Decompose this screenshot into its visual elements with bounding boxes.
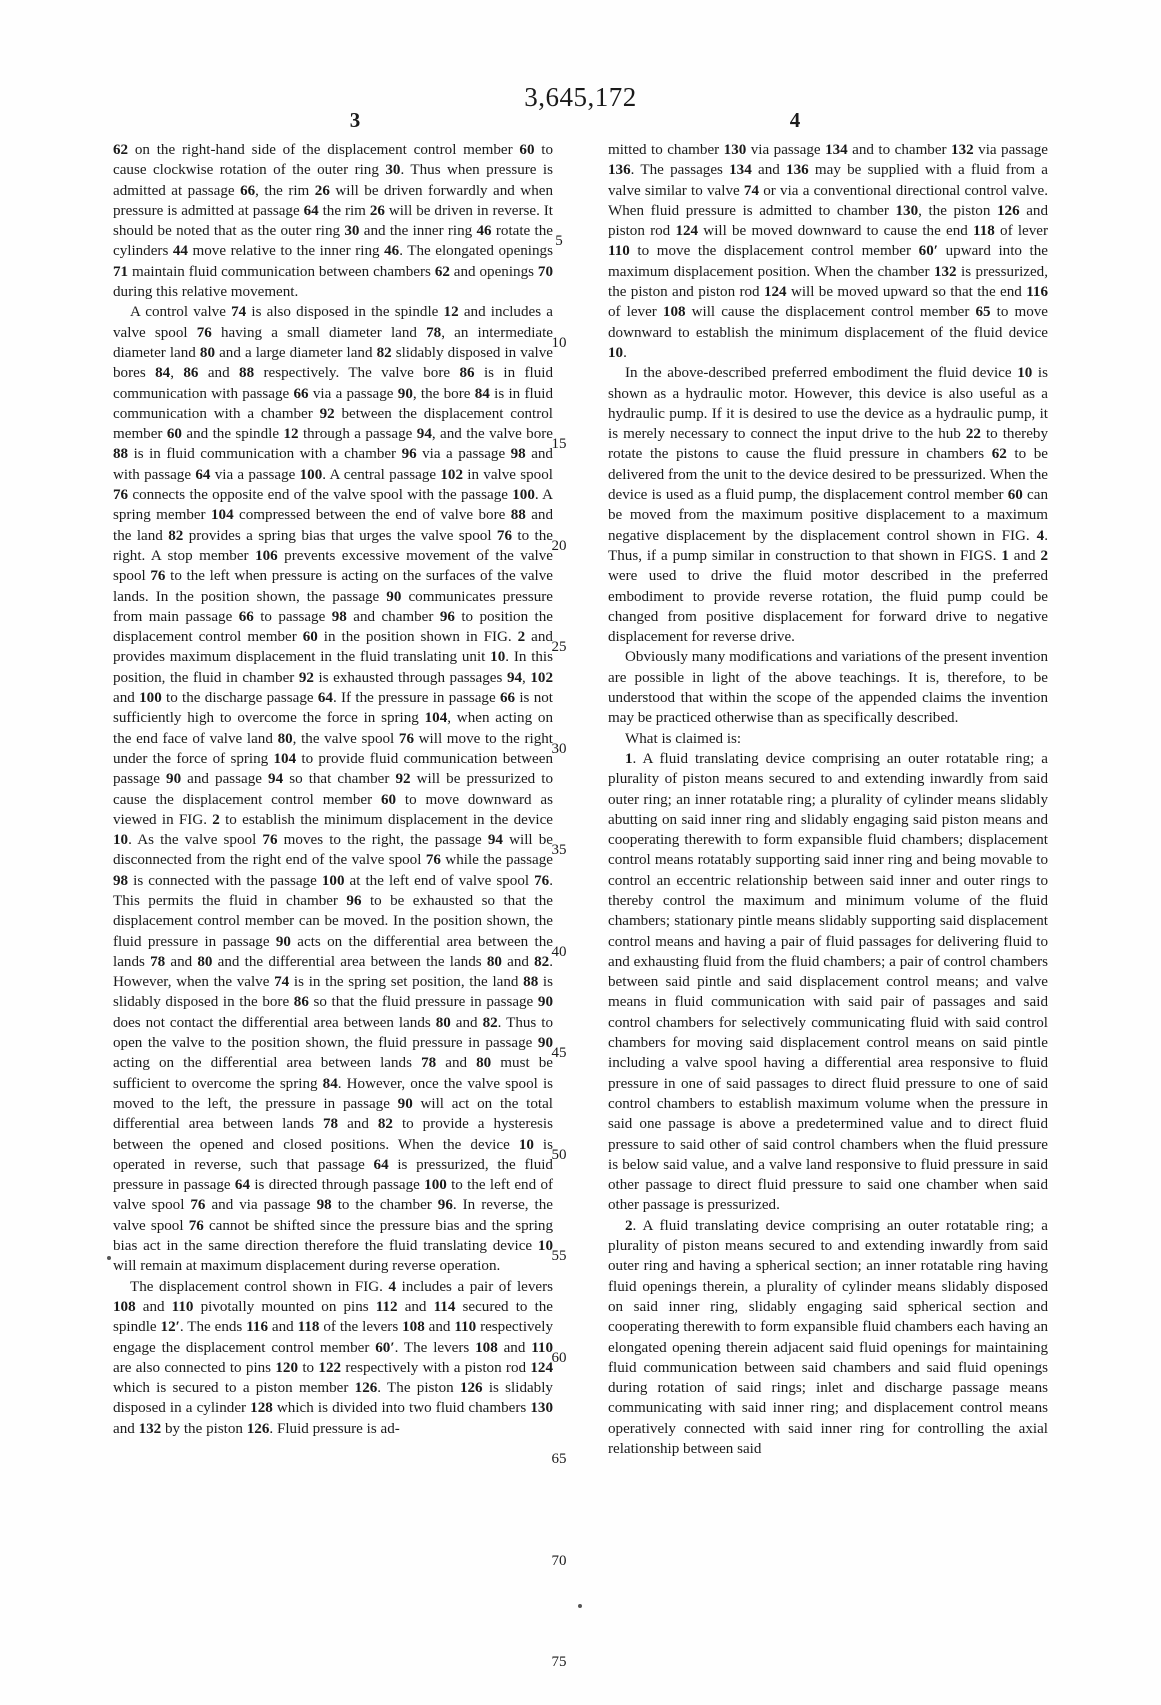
- line-number: 40: [551, 943, 567, 960]
- text-column-left: [113, 140, 553, 1439]
- scan-artifact-dot: [107, 1256, 111, 1260]
- text-column-right: [608, 140, 1048, 1459]
- line-number: 65: [551, 1451, 567, 1468]
- line-number: 55: [551, 1248, 567, 1265]
- patent-number: 3,645,172: [524, 82, 637, 112]
- line-number: 75: [551, 1654, 567, 1671]
- line-number: 10: [551, 334, 567, 351]
- right-column-paragraph: 2. A fluid translating device comprising an outer rotatable ring; a plurality of piston means secured to and extending inwardly from said outer ring and having a spherical section; an inner rotatable ring having fluid openings therein, a plurality of cylinder means slidably disposed on said inner ring, slidably engaging said spherical section and cooperating therewith to form expansible fluid chambers each having an elongated opening therein adjacent said fluid openings for maintaining fluid communication between said chambers and said fluid openings during rotation of said rings; inlet and discharge passage means communicating with said inner ring; and displacement control means operatively connected with said inner ring for controlling the axial relationship between said: [608, 1217, 1048, 1457]
- scan-artifact-dot-bottom: [578, 1604, 582, 1608]
- line-number: 35: [551, 842, 567, 859]
- right-column-paragraph: mitted to chamber 130 via passage 134 and to chamber 132 via passage 136. The passages 134 and 136 may be supplied with a fluid from a valve similar to valve 74 or via a conventional directional control valve. When fluid pressure is admitted to chamber 130, the piston 126 and piston rod 124 will be moved downward to cause the end 118 of lever 110 to move the displacement control member 60′ upward into the maximum displacement position. When the chamber 132 is pressurized, the piston and piston rod 124 will be moved upward so that the end 116 of lever 108 will cause the displacement control member 65 to move downward to establish the minimum displacement of the fluid device 10.: [608, 142, 1049, 361]
- line-number: 70: [551, 1552, 567, 1569]
- line-number: 15: [551, 436, 567, 453]
- right-column-paragraph: 1. A fluid translating device comprising an outer rotatable ring; a plurality of piston means secured to and extending inwardly from said outer ring; an inner rotatable ring; a plurality of cylinder means slidably abutting on said inner ring and slidably engaging said piston means and cooperating therewith to form expansible fluid chambers; displacement control means rotatably supporting said inner ring and being movable to control an eccentric relationship between said inner and outer rings to thereby control the maximum and minimum volume of the fluid chambers; stationary pintle means slidably supporting said displacement control means and having a pair of fluid passages for delivering fluid to and exhausting fluid from the fluid chambers; a pair of control chambers between said pintle and said displacement control means; and valve means in fluid communication with said pair of passages and said control chambers for selectively communicating fluid with said control chambers for moving said displacement control means on said pintle including a valve spool having a differential area responsive to fluid pressure in one of said passages to direct fluid pressure to one of said control chambers to establish maximum volume when the pressure in said one passage is above a predetermined value and to direct fluid pressure to said other of said control chambers when the fluid pressure is below said value, and a valve land responsive to fluid pressure in said other passage to direct fluid pressure to said one chamber when said other passage is pressurized.: [608, 750, 1048, 1214]
- left-column-paragraph: A control valve 74 is also disposed in the spindle 12 and includes a valve spool 76 having a small diameter land 78, an intermediate diameter land 80 and a large diameter land 82 slidably disposed in valve bores 84, 86 and 88 respectively. The valve bore 86 is in fluid communication with passage 66 via a passage 90, the bore 84 is in fluid communication with a chamber 92 between the displacement control member 60 and the spindle 12 through a passage 94, and the valve bore 88 is in fluid communication with a chamber 96 via a passage 98 and with passage 64 via a passage 100. A central passage 102 in valve spool 76 connects the opposite end of the valve spool with the passage 100. A spring member 104 compressed between the end of valve bore 88 and the land 82 provides a spring bias that urges the valve spool 76 to the right. A stop member 106 prevents excessive movement of the valve spool 76 to the left when pressure is acting on the surfaces of the valve lands. In the position shown, the passage 90 communicates pressure from main passage 66 to passage 98 and chamber 96 to position the displacement control member 60 in the position shown in FIG. 2 and provides maximum displacement in the fluid translating unit 10. In this position, the fluid in chamber 92 is exhausted through passages 94, 102 and 100 to the discharge passage 64. If the pressure in passage 66 is not sufficiently high to overcome the force in spring 104, when acting on the end face of valve land 80, the valve spool 76 will move to the right under the force of spring 104 to provide fluid communication between passage 90 and passage 94 so that chamber 92 will be pressurized to cause the displacement control member 60 to move downward as viewed in FIG. 2 to establish the minimum displacement in the device 10. As the valve spool 76 moves to the right, the passage 94 will be disconnected from the right end of the valve spool 76 while the passage 98 is connected with the passage 100 at the left end of valve spool 76. This permits the fluid in chamber 96 to be exhausted so that the displacement control member can be moved. In the position shown, the fluid pressure in passage 90 acts on the differential area between the lands 78 and 80 and the differential area between the lands 80 and 82. However, when the valve 74 is in the spring set position, the land 88 is slidably disposed in the bore 86 so that the fluid pressure in passage 90 does not contact the differential area between lands 80 and 82. Thus to open the valve to the position shown, the fluid pressure in passage 90 acting on the differential area between lands 78 and 80 must be sufficient to overcome the spring 84. However, once the valve spool is moved to the left, the pressure in passage 90 will act on the total differential area between lands 78 and 82 to provide a hysteresis between the opened and closed positions. When the device 10 is operated in reverse, such that passage 64 is pressurized, the fluid pressure in passage 64 is directed through passage 100 to the left end of valve spool 76 and via passage 98 to the chamber 96. In reverse, the valve spool 76 cannot be shifted since the pressure bias and the spring bias act in the same direction therefore the fluid translating device 10 will remain at maximum displacement during reverse operation.: [113, 304, 554, 1275]
- line-number: 25: [551, 639, 567, 656]
- column-number-left: 3: [349, 108, 361, 132]
- left-column-paragraph: The displacement control shown in FIG. 4 includes a pair of levers 108 and 110 pivotally mounted on pins 112 and 114 secured to the spindle 12′. The ends 116 and 118 of the levers 108 and 110 respectively engage the displacement control member 60′. The levers 108 and 110 are also connected to pins 120 to 122 respectively with a piston rod 124 which is secured to a piston member 126. The piston 126 is slidably disposed in a cylinder 128 which is divided into two fluid chambers 130 and 132 by the piston 126. Fluid pressure is ad-: [113, 1278, 554, 1437]
- right-column-paragraph: Obviously many modifications and variations of the present invention are possible in light of the above teachings. It is, therefore, to be understood that within the scope of the appended claims the invention may be practiced otherwise than as specifically described.: [608, 649, 1048, 727]
- column-number-right: 4: [789, 108, 801, 132]
- line-number: 5: [555, 233, 563, 250]
- right-column-paragraph: In the above-described preferred embodiment the fluid device 10 is shown as a hydraulic motor. However, this device is also useful as a hydraulic pump. If it is desired to use the device as a hydraulic pump, it is merely necessary to connect the input drive to the hub 22 to thereby rotate the pistons to cause the fluid pressure in chambers 62 to be delivered from the unit to the device desired to be pressurized. When the device is used as a fluid pump, the displacement control member 60 can be moved from the maximum positive displacement to a maximum negative displacement by the displacement control shown in FIG. 4. Thus, if a pump similar in construction to that shown in FIGS. 1 and 2 were used to drive the fluid motor described in the preferred embodiment to provide reverse rotation, the fluid pump could be changed from positive displacement for forward drive to negative displacement for reverse drive.: [608, 365, 1048, 646]
- line-number: 20: [551, 537, 567, 554]
- right-column-paragraph: What is claimed is:: [625, 730, 742, 747]
- line-number: 45: [551, 1045, 567, 1062]
- left-column-paragraph: 62 on the right-hand side of the displacement control member 60 to cause clockwise rotation of the outer ring 30. Thus when pressure is admitted at passage 66, the rim 26 will be driven forwardly and when pressure is admitted at passage 64 the rim 26 will be driven in reverse. It should be noted that as the outer ring 30 and the inner ring 46 rotate the cylinders 44 move relative to the inner ring 46. The elongated openings 71 maintain fluid communication between chambers 62 and openings 70 during this relative movement.: [113, 142, 554, 301]
- line-number: 50: [551, 1146, 567, 1163]
- line-number: 30: [551, 740, 567, 757]
- line-number: 60: [551, 1349, 567, 1366]
